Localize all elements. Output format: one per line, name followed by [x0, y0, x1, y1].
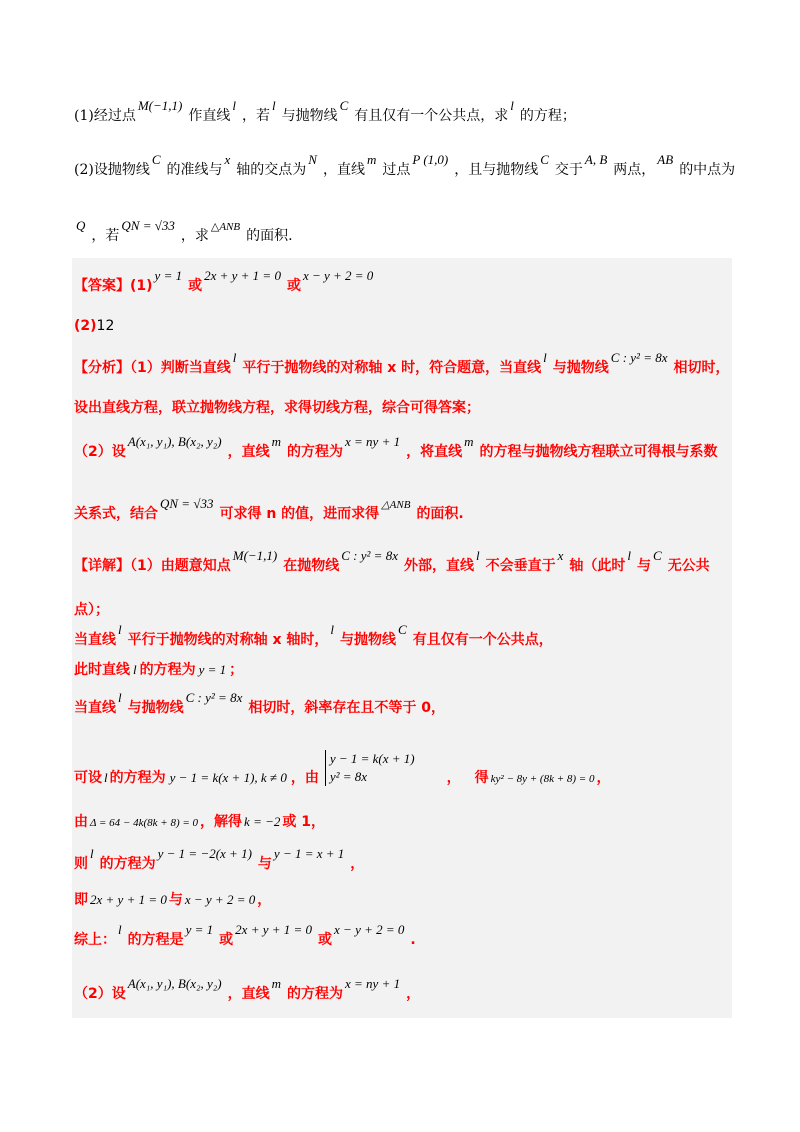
detail-line10: 综上：l的方程是y = 1或2x + y + 1 = 0或x − y + 2 = 0. [74, 922, 416, 948]
analysis-line2: 设出直线方程，联立抛物线方程，求得切线方程，综合可得答案； [74, 400, 480, 416]
question-part2-line1: (2)设抛物线C的准线与x轴的交点为N，直线m过点P (1,0)，且与抛物线C交于A, B两点，AB的中点为 [74, 152, 736, 178]
detail-line11: （2）设A(x₁, y₁), B(x₂, y₂)，直线m的方程为x = ny + 1， [74, 976, 421, 1002]
question-part2-line2: Q，若QN = √33，求$^{\triangle ANB}$的面积. [76, 218, 293, 244]
analysis-line3: （2）设A(x₁, y₁), B(x₂, y₂)，直线m的方程为x = ny + 1，将直线m的方程与抛物线方程联立可得根与系数 [74, 434, 718, 460]
detail-line7: 由 Δ = 64 − 4k(8k + 8) = 0 ，解得 k = −2 或 1， [74, 814, 325, 830]
detail-line4: 此时直线 l 的方程为 y = 1 ； [74, 662, 244, 678]
detail-line3: 当直线l平行于抛物线的对称轴 x 轴时，l与抛物线C有且仅有一个公共点， [74, 622, 553, 648]
answer-line1: 【答案】(1)y = 1或2x + y + 1 = 0或x − y + 2 = 0 [74, 268, 374, 294]
answer-line2: (2)12 [74, 318, 115, 334]
detail-line5: 当直线l与抛物线C : y² = 8x相切时，斜率存在且不等于 0， [74, 690, 445, 716]
detail-line9: 即 2x + y + 1 = 0 与 x − y + 2 = 0 ， [74, 892, 272, 908]
detail-line6: 可设 l 的方程为 y − 1 = k(x + 1), k ≠ 0 ，由y − 1 = k(x + 1) y² = 8x ， 得 ky² − 8y + (8k + 8) = 0 ， [74, 751, 611, 786]
analysis-line1: 【分析】（1）判断当直线l平行于抛物线的对称轴 x 时，符合题意，当直线l与抛物线C : y² = 8x相切时， [74, 350, 730, 376]
analysis-line4: 关系式，结合QN = √33可求得 n 的值，进而求得$^{\triangle ANB}$的面积. [74, 496, 464, 522]
question-part1: (1)经过点M(−1,1)作直线l，若l与抛物线C有且仅有一个公共点，求l的方程； [74, 98, 576, 124]
detail-line1: 【详解】（1）由题意知点M(−1,1)在抛物线C : y² = 8x外部，直线l不会垂直于x轴（此时l与C无公共 [74, 548, 710, 574]
detail-line8: 则l的方程为y − 1 = −2(x + 1)与y − 1 = x + 1， [74, 846, 365, 872]
equation-system: y − 1 = k(x + 1) y² = 8x [325, 750, 415, 786]
detail-line2: 点）； [74, 602, 109, 618]
